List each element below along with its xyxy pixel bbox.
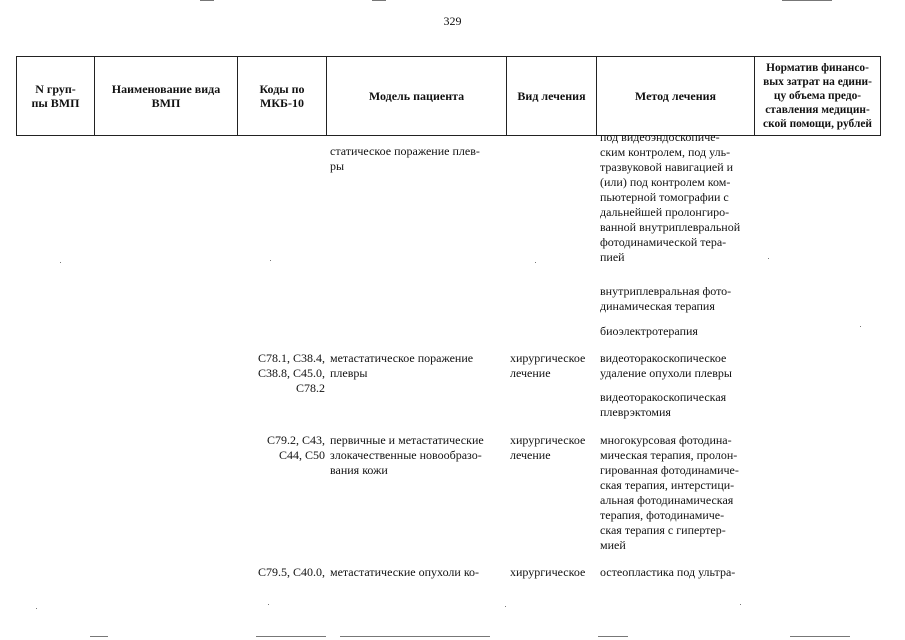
scan-mark (372, 0, 386, 1)
icd-codes: C79.5, C40.0, (257, 565, 325, 579)
treatment-type: хирургическое лечение (510, 351, 586, 380)
scan-speck (505, 606, 506, 607)
treatment-method: многокурсовая фотодина- мическая терапия, пролон- гированная фотодинамиче- ская терапия, интерстици- альная фотодинамическая терапия, фотодинамиче- ская терапия с гипертер- мией (600, 433, 739, 552)
scan-mark (782, 0, 832, 1)
patient-model: метастатические опухоли ко- (330, 565, 480, 579)
scan-speck (768, 258, 769, 259)
scan-speck (270, 260, 271, 261)
continuation-patient-model: статическое поражение плев- ры (330, 144, 480, 173)
header-treatment-type: Вид лечения (517, 89, 586, 103)
scan-speck (268, 604, 269, 605)
header-vmp-name: Наименование вида ВМП (111, 82, 221, 110)
table-right-border (880, 56, 881, 136)
scan-mark (790, 636, 850, 637)
icd-codes: C78.1, C38.4, C38.8, C45.0, C78.2 (257, 351, 325, 395)
page-number: 329 (443, 14, 462, 28)
header-patient-model: Модель пациента (368, 89, 465, 103)
scan-speck (36, 608, 37, 609)
continuation-method: внутриплевральная фото- динамическая терапия (600, 284, 732, 313)
header-treatment-method: Метод лечения (634, 89, 717, 103)
scan-speck (740, 604, 741, 605)
treatment-type: хирургическое лечение (510, 433, 586, 462)
header-icd-codes: Коды по МКБ-10 (259, 82, 305, 110)
header-group-number: N груп- пы ВМП (31, 82, 80, 110)
scan-speck (60, 262, 61, 263)
patient-model: метастатическое поражение плевры (330, 351, 474, 380)
treatment-method: видеоторакоскопическая плеврэктомия (600, 390, 727, 419)
patient-model: первичные и метастатические злокачественные новообразо- вания кожи (330, 433, 484, 477)
scan-mark (256, 636, 326, 637)
continuation-method: под видеоэндоскопиче- ским контролем, под уль- тразвуковой навигацией и (или) под контролем ком- пьютерной томографии с дальнейшей пролонгиро- ванной внутриплевральной фотодинамической тера- пией (600, 130, 741, 264)
scan-mark (200, 0, 214, 1)
icd-codes: C79.2, C43, C44, C50 (266, 433, 325, 462)
scan-speck (860, 326, 861, 327)
scan-mark (340, 636, 490, 637)
treatment-method: видеоторакоскопическое удаление опухоли плевры (600, 351, 732, 380)
continuation-method: биоэлектротерапия (600, 324, 698, 338)
scan-mark (598, 636, 628, 637)
treatment-type: хирургическое (510, 565, 586, 579)
header-financial-norm: Норматив финансо- вых затрат на едини- цу объема предо- ставления медицин- ской помощи, рублей (763, 62, 872, 130)
scan-mark (90, 636, 108, 637)
treatment-method: остеопластика под ультра- (600, 565, 736, 579)
scan-speck (535, 262, 536, 263)
